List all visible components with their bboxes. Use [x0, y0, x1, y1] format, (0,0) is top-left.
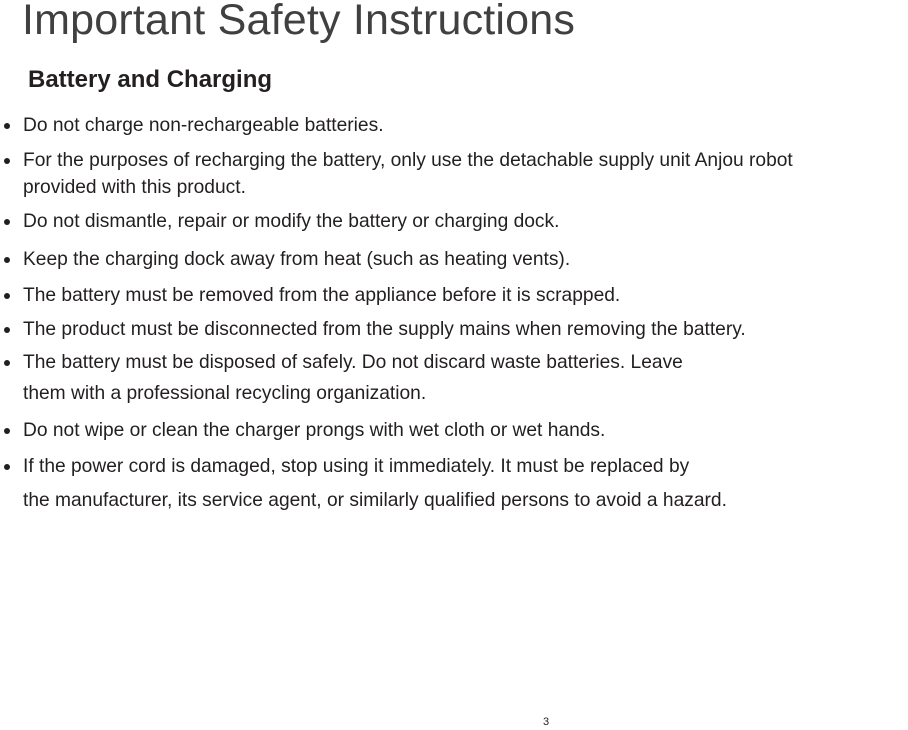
bullet-icon [4, 428, 10, 434]
list-item-text: Keep the charging dock away from heat (such as heating vents). [23, 249, 571, 270]
list-item-text: Do not wipe or clean the charger prongs with wet cloth or wet hands. [23, 420, 606, 441]
page-number: 3 [543, 716, 550, 728]
list-item-text: The product must be disconnected from the supply mains when removing the battery. [23, 319, 746, 340]
list-item-text-continued: provided with this product. [23, 177, 246, 198]
list-item-text: The battery must be removed from the appliance before it is scrapped. [23, 285, 621, 306]
bullet-icon [4, 257, 10, 263]
page-title: Important Safety Instructions [22, 0, 576, 44]
bullet-icon [4, 158, 10, 164]
list-item-text-continued: the manufacturer, its service agent, or similarly qualified persons to avoid a hazard. [23, 490, 727, 511]
bullet-icon [4, 360, 10, 366]
list-item-text-continued: them with a professional recycling organization. [23, 383, 427, 404]
bullet-icon [4, 123, 10, 129]
list-item-text: The battery must be disposed of safely. Do not discard waste batteries. Leave [23, 352, 683, 373]
bullet-icon [4, 219, 10, 225]
bullet-icon [4, 327, 10, 333]
list-item-text: Do not dismantle, repair or modify the battery or charging dock. [23, 211, 560, 232]
list-item-text: If the power cord is damaged, stop using it immediately. It must be replaced by [23, 456, 690, 477]
bullet-icon [4, 464, 10, 470]
section-heading: Battery and Charging [28, 66, 273, 93]
bullet-icon [4, 293, 10, 299]
list-item-text: Do not charge non-rechargeable batteries. [23, 115, 384, 136]
list-item-text: For the purposes of recharging the battery, only use the detachable supply unit Anjou robot [23, 150, 793, 171]
